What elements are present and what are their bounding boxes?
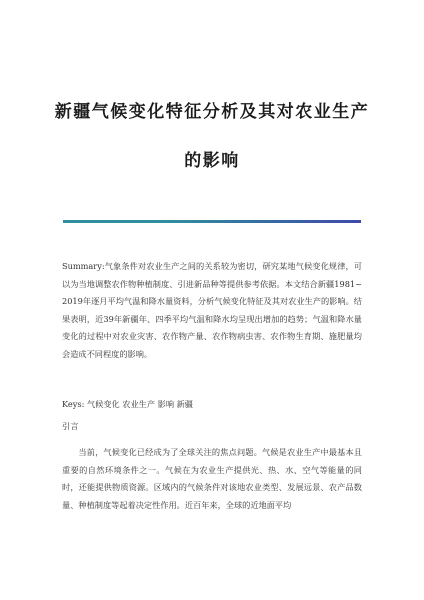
document-title-line1: 新疆气候变化特征分析及其对农业生产 [54,102,370,122]
keywords-text: 气候变化 农业生产 影响 新疆 [86,399,193,409]
summary-label: Summary: [62,261,105,271]
title-divider [63,220,361,223]
summary-paragraph [62,258,362,363]
keywords-label: Keys: [62,399,85,409]
keywords-line [62,396,362,414]
document-title-line2: 的影响 [184,151,240,171]
section-heading: 引言 [62,421,79,431]
summary-text: 气象条件对农业生产之间的关系较为密切，研究某地气候变化规律，可以为当地调整农作物种植制度、引进新品种等提供参考依据。本文结合新疆1981~2019年逐月平均气温和降水量资料，分析气候变化特征及其对农业生产的影响。结果表明，近39年新疆年、四季平均气温和降水均呈现出增加的趋势；气温和降水量变化的过程中对农业灾害、农作物产量、农作物病虫害、农作物生育期、施肥量均会造成不同程度的影响。 [62,261,362,359]
body-paragraph: 当前，气候变化已经成为了全球关注的焦点问题。气候是农业生产中最基本且重要的自然环境条件之一。气候在为农业生产提供光、热、水、空气等能量的同时，还能提供物质资源。区域内的气候条件对该地农业类型、发展远景、农产品数量、种植制度等起着决定性作用。近百年来，全球的近地面平均 [62,447,362,510]
